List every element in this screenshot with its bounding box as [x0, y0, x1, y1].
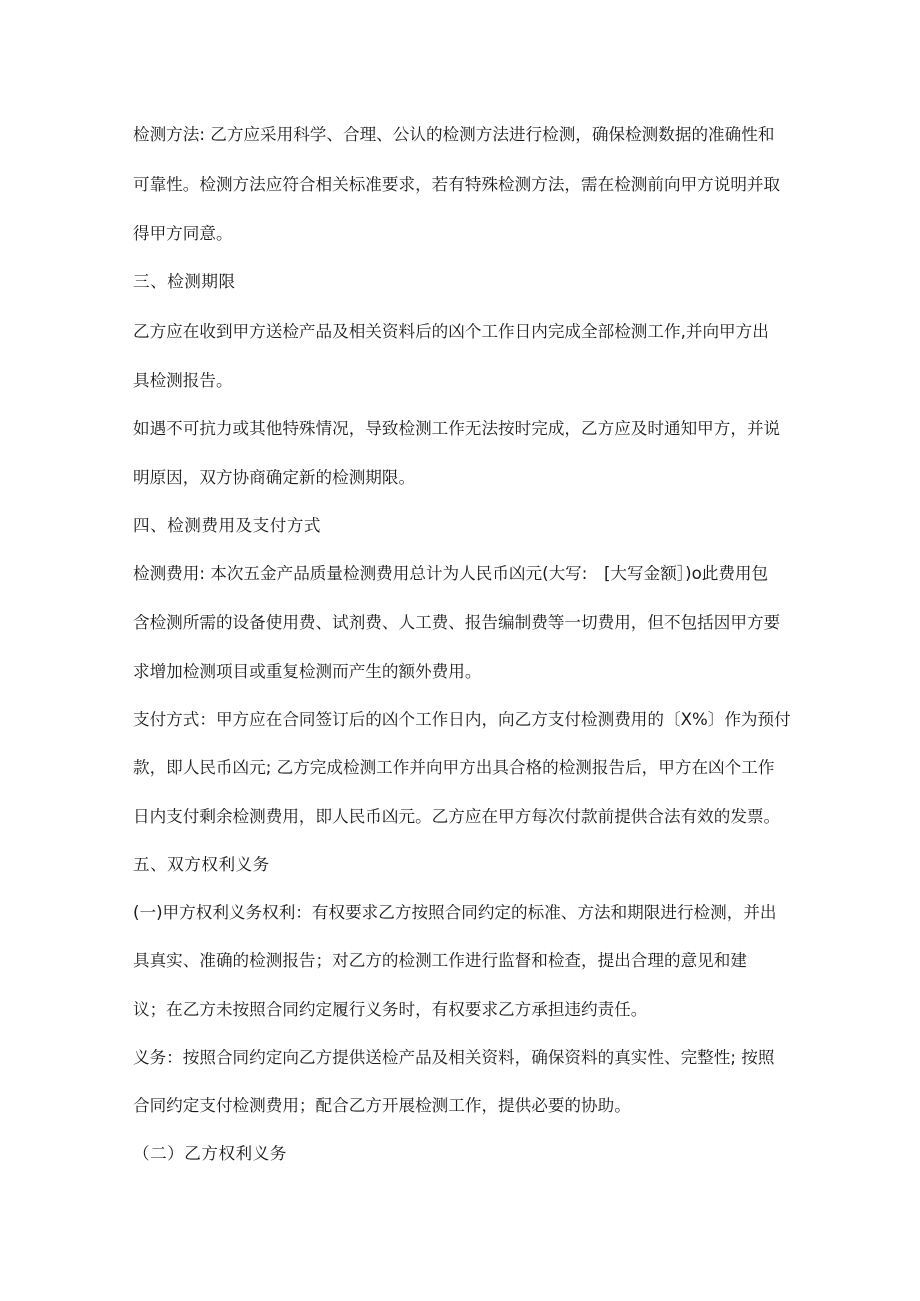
text-line-fees-1: 检测费用: 本次五金产品质量检测费用总计为人民币凶元(大写: [大写金额］)o此费用包 — [133, 564, 769, 583]
text-line-fees-2: 含检测所需的设备使用费、试剂费、人工费、报告编制费等一切费用，但不包括因甲方要 — [133, 613, 781, 632]
text-line-force-majeure-2: 明原因，双方协商确定新的检测期限。 — [133, 468, 416, 487]
text-line-method-1: 检测方法: 乙方应采用科学、合理、公认的检测方法进行检测，确保检测数据的准确性和 — [133, 125, 775, 144]
text-line-party-a-duties-2: 合同约定支付检测费用；配合乙方开展检测工作，提供必要的协助。 — [133, 1096, 631, 1115]
text-line-period-1: 乙方应在收到甲方送检产品及相关资料后的凶个工作日内完成全部检测工作,并向甲方出 — [133, 322, 769, 341]
text-line-force-majeure-1: 如遇不可抗力或其他特殊情况，导致检测工作无法按时完成，乙方应及时通知甲方，并说 — [133, 419, 781, 438]
text-line-period-2: 具检测报告。 — [133, 371, 233, 390]
text-line-party-a-duties-1: 义务：按照合同约定向乙方提供送检产品及相关资料，确保资料的真实性、完整性; 按照 — [133, 1048, 775, 1067]
section-heading-period: 三、检测期限 — [133, 272, 236, 291]
section-heading-fees: 四、检测费用及支付方式 — [133, 516, 322, 535]
text-line-party-a-rights-2: 具真实、准确的检测报告；对乙方的检测工作进行监督和检查，提出合理的意见和建 — [133, 951, 747, 970]
text-line-method-3: 得甲方同意。 — [133, 224, 233, 243]
text-line-party-a-rights-3: 议；在乙方未按照合同约定履行义务时，有权要求乙方承担违约责任。 — [133, 1000, 648, 1019]
text-line-fees-3: 求增加检测项目或重复检测而产生的额外费用。 — [133, 662, 482, 681]
section-heading-rights: 五、双方权利义务 — [133, 855, 270, 874]
text-line-payment-2: 款，即人民币凶元; 乙方完成检测工作并向甲方出具合格的检测报告后，甲方在凶个工作 — [133, 758, 775, 777]
text-line-party-a-rights-1: (一)甲方权利义务权利：有权要求乙方按照合同约定的标准、方法和期限进行检测，并出 — [133, 903, 777, 922]
subsection-heading-party-b: （二）乙方权利义务 — [133, 1144, 287, 1163]
text-line-method-2: 可靠性。检测方法应符合相关标准要求，若有特殊检测方法，需在检测前向甲方说明并取 — [133, 175, 781, 194]
text-line-payment-1: 支付方式：甲方应在合同签订后的凶个工作日内，向乙方支付检测费用的〔X%〕作为预付 — [133, 710, 791, 729]
text-line-payment-3: 日内支付剩余检测费用，即人民币凶元。乙方应在甲方每次付款前提供合法有效的发票。 — [133, 807, 781, 826]
